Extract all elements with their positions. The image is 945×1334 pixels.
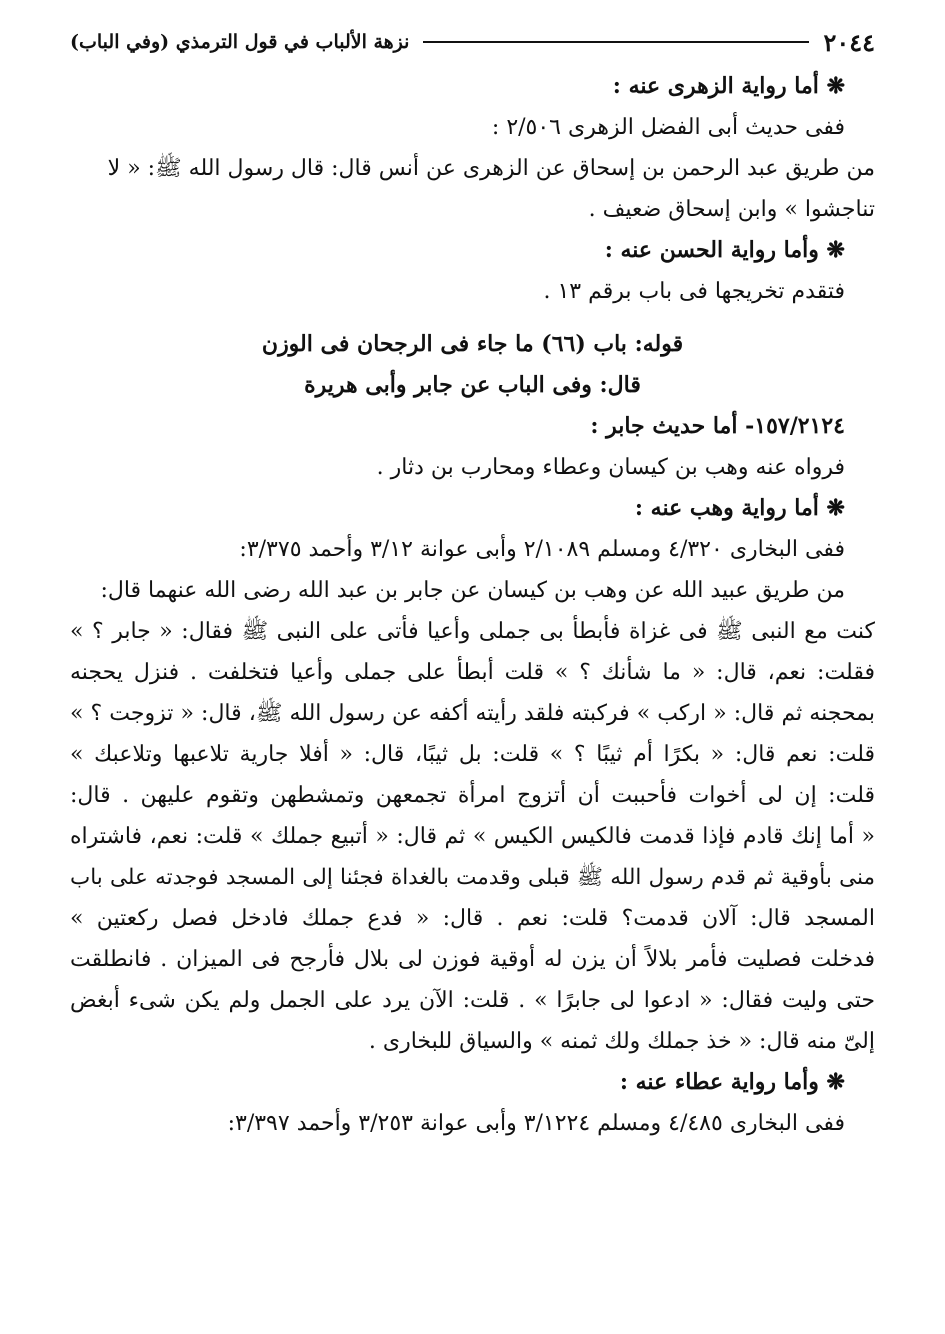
text-line: إلىّ منه قال: « خذ جملك ولك ثمنه » والسياق للبخارى . bbox=[368, 1029, 875, 1054]
text-line: تناجشوا » وابن إسحاق ضعيف . bbox=[588, 197, 875, 222]
text-line: المسجد قال: آلان قدمت؟ قلت: نعم . قال: « فدع جملك فادخل فصل ركعتين » bbox=[70, 906, 875, 931]
page-header bbox=[70, 22, 875, 62]
text-line: قلت: نعم قال: « بكرًا أم ثيبًا ؟ » قلت: بل ثيبًا، قال: « أفلا جارية تلاعبها وتلاعبك » bbox=[70, 742, 875, 767]
text-line: فدخلت فصليت فأمر بلالاً أن يزن له أوقية فوزن لى بلال فأرجح فى الميزان . فانطلقت bbox=[70, 947, 875, 972]
chapter-subtitle: قال: وفى الباب عن جابر وأبى هريرة bbox=[304, 372, 641, 398]
text-line: بمحجنه ثم قال: « اركب » فركبته فلقد رأيته أكفه عن رسول الله ﷺ، قال: « تزوجت ؟ » bbox=[70, 701, 875, 726]
text-line: « أما إنك قادم فإذا قدمت فالكيس الكيس » ثم قال: « أتبيع جملك » قلت: نعم، فاشتراه bbox=[70, 824, 875, 849]
text-line: قلت: إن لى أخوات فأحببت أن أتزوج امرأة تجمعهن وتمشطهن وتقوم عليهن . قال: bbox=[70, 783, 875, 808]
running-title: نزهة الألباب في قول الترمذي (وفي الباب) bbox=[70, 31, 410, 53]
text-line: ففى حديث أبى الفضل الزهرى ٢/٥٠٦ : bbox=[491, 115, 845, 140]
section-heading-wahb: ❋ أما رواية وهب عنه : bbox=[634, 495, 845, 521]
hadith-heading-jabir: ١٥٧/٢١٢٤- أما حديث جابر : bbox=[590, 413, 845, 439]
text-line: فقلت: نعم، قال: « ما شأنك ؟ » قلت أبطأ على جملى وأعيا فتخلفت . فنزل يحجنه bbox=[70, 660, 875, 685]
header-rule bbox=[423, 41, 809, 43]
section-heading-zuhri: ❋ أما رواية الزهرى عنه : bbox=[612, 73, 845, 99]
text-line: ففى البخارى ٤/٤٨٥ ومسلم ٣/١٢٢٤ وأبى عوانة ٣/٢٥٣ وأحمد ٣/٣٩٧: bbox=[227, 1111, 845, 1136]
book-page bbox=[70, 22, 875, 1312]
text-line: حتى وليت فقال: « ادعوا لى جابرًا » . قلت: الآن يرد على الجمل ولم يكن شىء أبغض bbox=[70, 988, 875, 1013]
chapter-title: قوله: باب (٦٦) ما جاء فى الرجحان فى الوزن bbox=[261, 331, 684, 357]
text-line: من طريق عبد الرحمن بن إسحاق عن الزهرى عن أنس قال: قال رسول الله ﷺ: « لا bbox=[107, 156, 875, 181]
text-line: من طريق عبيد الله عن وهب بن كيسان عن جابر بن عبد الله رضى الله عنهما قال: bbox=[100, 578, 845, 603]
text-line: منى بأوقية ثم قدم رسول الله ﷺ قبلى وقدمت بالغداة فجئنا إلى المسجد فوجدته على باب bbox=[70, 865, 875, 890]
text-line: كنت مع النبى ﷺ فى غزاة فأبطأ بى جملى وأعيا فأتى على النبى ﷺ فقال: « جابر ؟ » bbox=[70, 619, 875, 644]
page-body bbox=[70, 70, 875, 1148]
text-line: فرواه عنه وهب بن كيسان وعطاء ومحارب بن دثار . bbox=[376, 455, 845, 480]
text-line: ففى البخارى ٤/٣٢٠ ومسلم ٢/١٠٨٩ وأبى عوانة ٣/١٢ وأحمد ٣/٣٧٥: bbox=[239, 537, 845, 562]
section-heading-ata: ❋ وأما رواية عطاء عنه : bbox=[619, 1069, 845, 1095]
text-line: فتقدم تخريجها فى باب برقم ١٣ . bbox=[543, 279, 845, 304]
section-heading-hasan: ❋ وأما رواية الحسن عنه : bbox=[604, 237, 845, 263]
page-number: ٢٠٤٤ bbox=[823, 27, 875, 57]
